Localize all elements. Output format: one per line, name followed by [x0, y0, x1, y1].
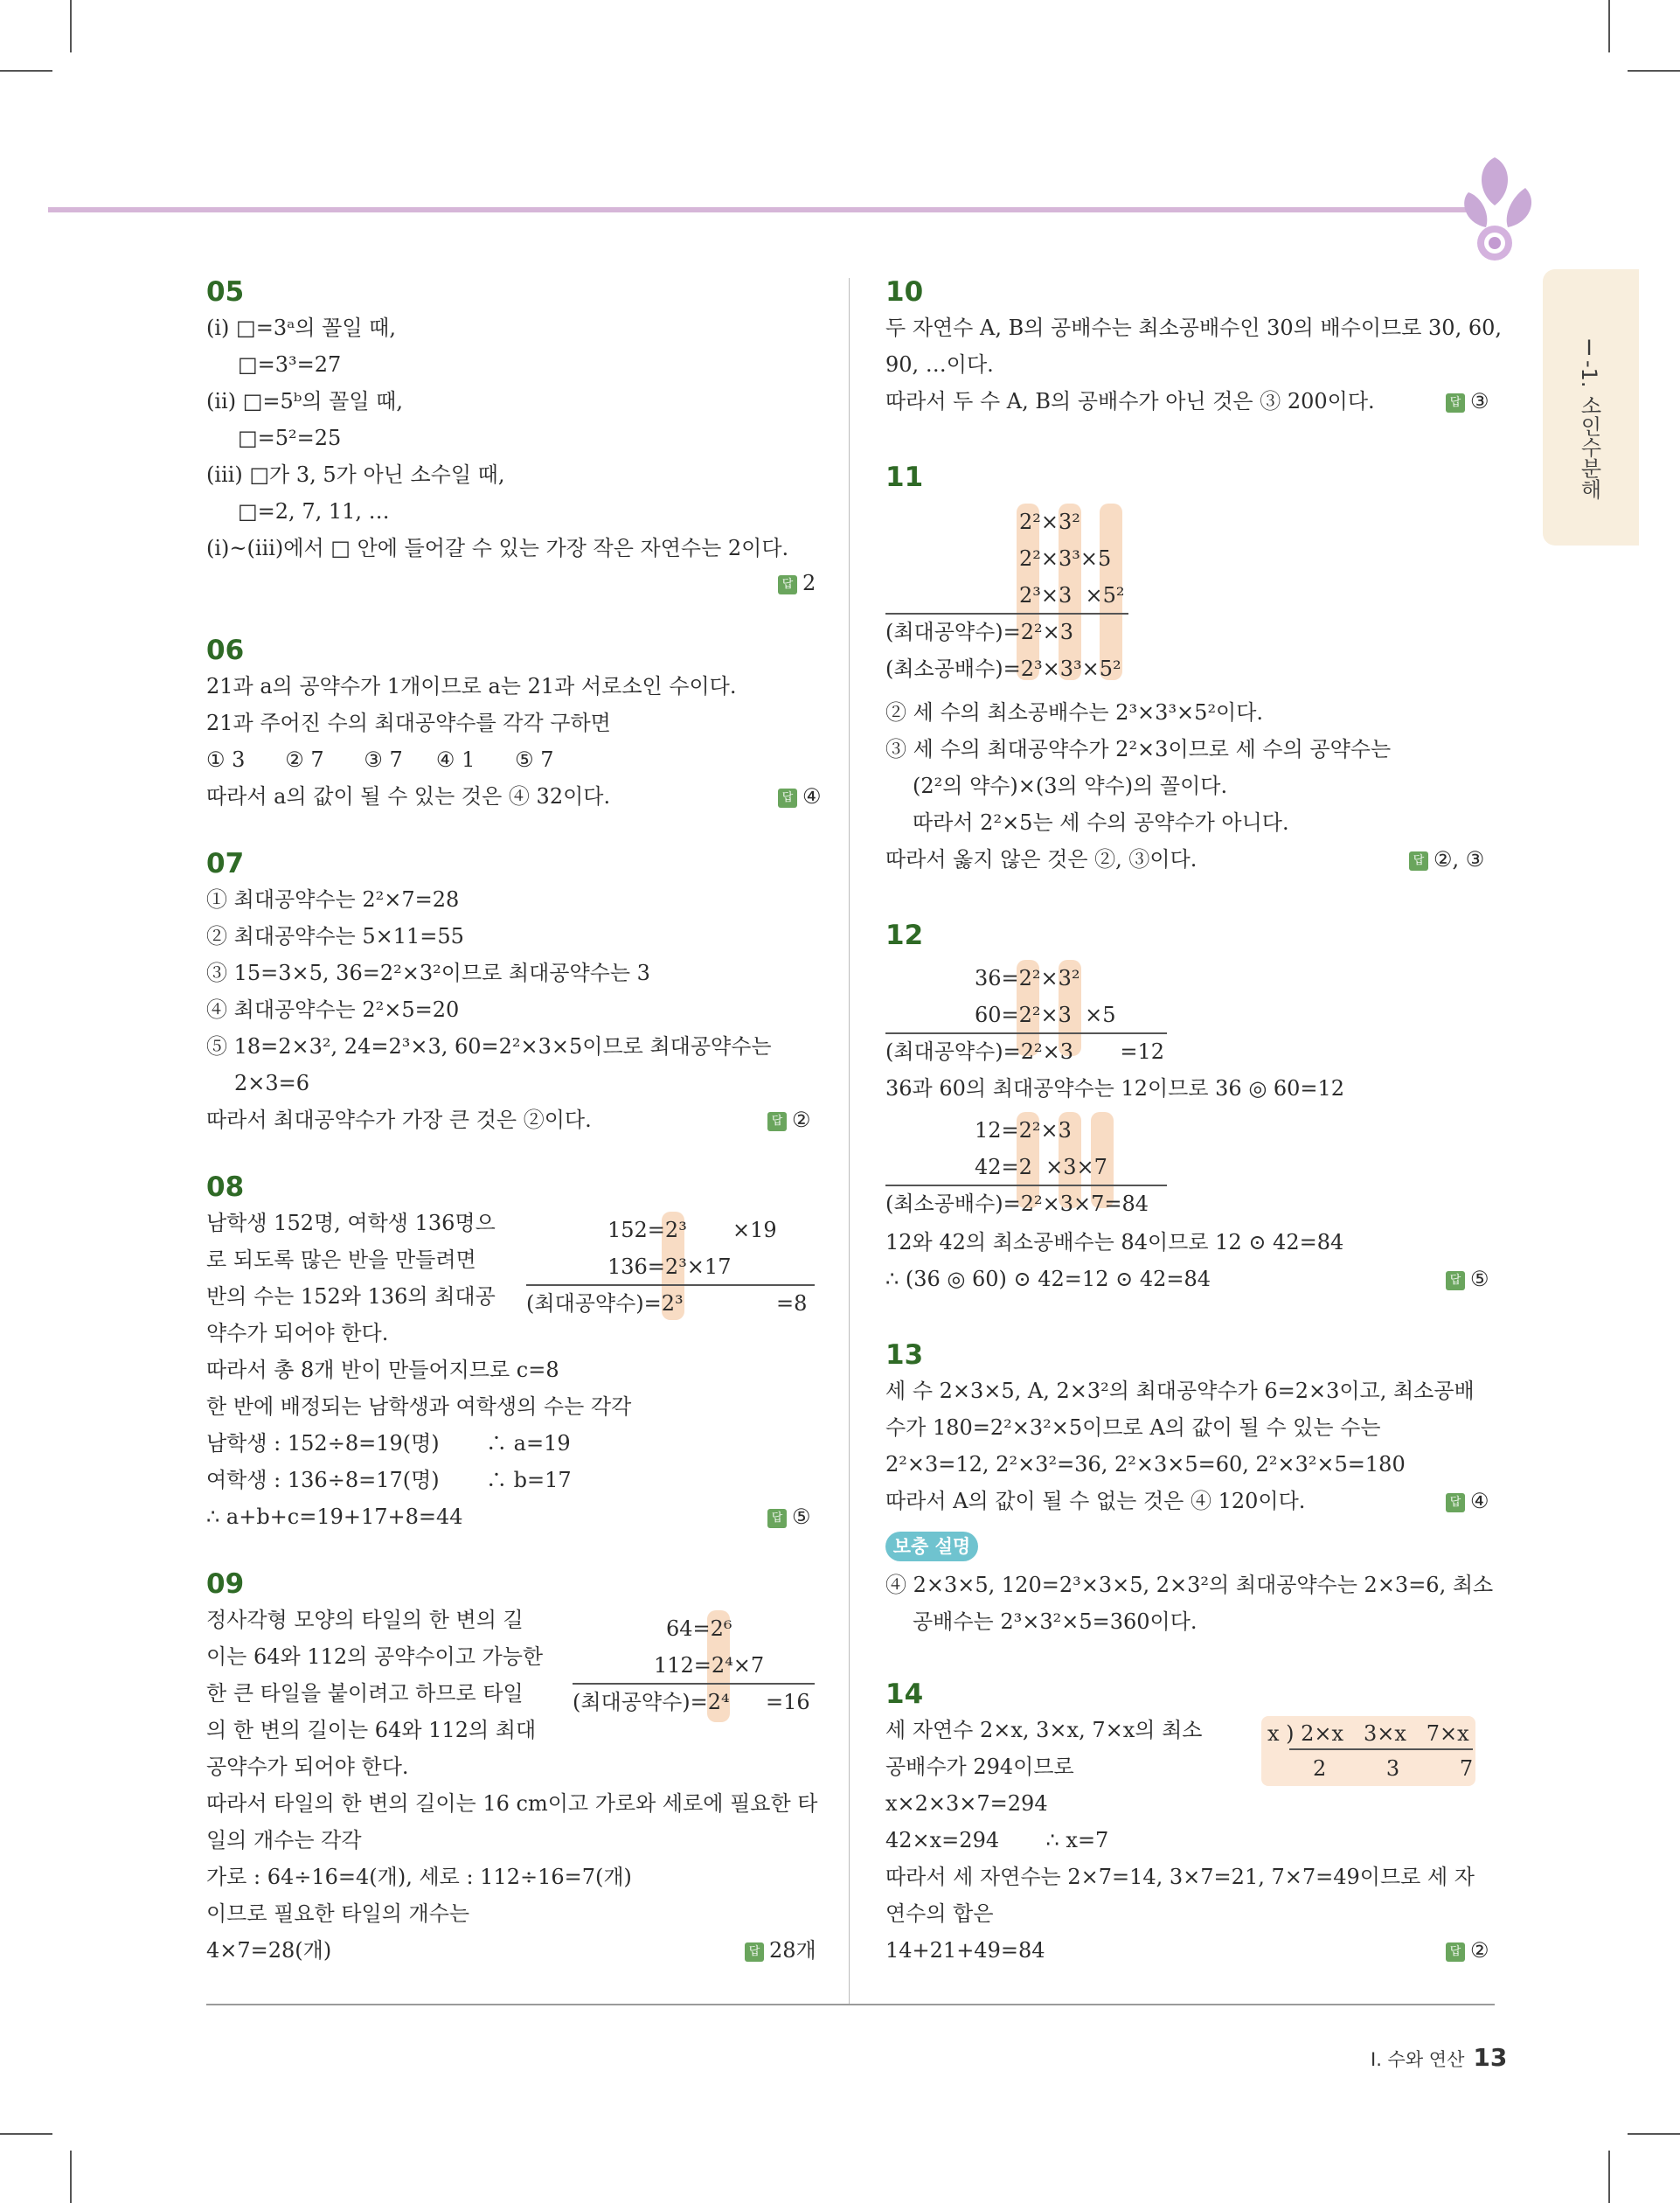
solution-line: ③ 15=3×5, 36=2²×3²이므로 최대공약수는 3: [206, 961, 650, 985]
solution-line: 공약수가 되어야 한다.: [206, 1755, 409, 1779]
solution-line: 세 자연수 2×x, 3×x, 7×x의 최소: [885, 1718, 1203, 1742]
calc-line: 2²×3²: [1019, 510, 1080, 534]
calc-line: 2²×3³×5: [1019, 546, 1112, 571]
answer: [1446, 1266, 1489, 1292]
calc-line: 112=2⁴×7: [654, 1653, 765, 1678]
answer: [778, 570, 816, 596]
answer-value: ②: [1470, 1938, 1489, 1963]
solution-line: 4×7=28(개): [206, 1938, 332, 1963]
calc-line: 2³×3 ×5²: [1019, 583, 1125, 608]
solution-line: ∴ (36 ◎ 60) ⊙ 42=12 ⊙ 42=84: [885, 1267, 1211, 1291]
calc-line: (최소공배수)=2²×3×7=84: [885, 1192, 1149, 1216]
question-number: 12: [885, 920, 924, 951]
solution-line: 수가 180=2²×3²×5이므로 A의 값이 될 수 있는 수는: [885, 1415, 1381, 1440]
answer-value: ③: [1470, 389, 1489, 413]
answer: [745, 1937, 816, 1963]
solution-line: □=2, 7, 11, …: [238, 499, 390, 524]
solution-line: 이므로 필요한 타일의 개수는: [206, 1901, 470, 1926]
answer: [767, 1107, 811, 1133]
answer: [1446, 388, 1489, 414]
solution-line: x×2×3×7=294: [885, 1791, 1048, 1816]
answer-mark-icon: 답: [1446, 1942, 1465, 1962]
answer: [778, 783, 822, 810]
calc-line: 64=2⁶: [666, 1616, 732, 1641]
solution-line: 공배수가 294이므로: [885, 1755, 1074, 1779]
crop-mark: [0, 70, 52, 72]
answer-value: ④: [802, 784, 822, 809]
solution-line: 36과 60의 최대공약수는 12이므로 36 ◎ 60=12: [885, 1076, 1345, 1101]
solution-line: ① 3 ② 7 ③ 7 ④ 1 ⑤ 7: [206, 747, 554, 772]
solution-line: 따라서 타일의 한 변의 길이는 16 cm이고 가로와 세로에 필요한 타: [206, 1791, 818, 1816]
solution-line: ③ 세 수의 최대공약수가 2²×3이므로 세 수의 공약수는: [885, 737, 1392, 761]
solution-line: 한 반에 배정되는 남학생과 여학생의 수는 각각: [206, 1394, 632, 1419]
solution-line: ① 최대공약수는 2²×7=28: [206, 887, 460, 912]
calc-line: (최대공약수)=2²×3: [885, 620, 1074, 644]
answer: [1446, 1488, 1489, 1514]
solution-line: 따라서 두 수 A, B의 공배수가 아닌 것은 ③ 200이다.: [885, 389, 1375, 413]
calc-line: (최대공약수)=2⁴: [573, 1690, 730, 1714]
flower-ornament-icon: [1442, 140, 1547, 271]
calc-divider: [526, 1284, 815, 1286]
answer-mark-icon: 답: [1446, 393, 1465, 413]
question-number: 09: [206, 1568, 245, 1600]
answer-mark-icon: 답: [778, 789, 797, 808]
solution-line: □=3³=27: [238, 352, 342, 377]
solution-line: 여학생 : 136÷8=17(명) ∴ b=17: [206, 1468, 572, 1492]
solution-line: 2×3=6: [234, 1071, 310, 1095]
solution-line: 14+21+49=84: [885, 1938, 1045, 1963]
calc-divider: [885, 613, 1128, 615]
answer: [1409, 846, 1484, 872]
solution-line: ④ 최대공약수는 2²×5=20: [206, 997, 460, 1022]
solution-line: 반의 수는 152와 136의 최대공: [206, 1284, 496, 1309]
answer-value: ⑤: [792, 1505, 811, 1529]
answer-mark-icon: 답: [1446, 1271, 1465, 1290]
solution-line: (ⅰ)~(ⅲ)에서 □ 안에 들어갈 수 있는 가장 작은 자연수는 2이다.: [206, 536, 789, 560]
solution-line: 따라서 A의 값이 될 수 없는 것은 ④ 120이다.: [885, 1489, 1306, 1513]
question-number: 06: [206, 635, 245, 666]
calc-line: 12=2²×3: [975, 1118, 1072, 1143]
solution-line: 세 수 2×3×5, A, 2×3²의 최대공약수가 6=2×3이고, 최소공배: [885, 1379, 1475, 1403]
answer-value: ④: [1470, 1489, 1489, 1513]
solution-line: (ⅰ) □=3ᵃ의 꼴일 때,: [206, 316, 396, 340]
calc-divider: [885, 1032, 1167, 1034]
solution-line: ∴ a+b+c=19+17+8=44: [206, 1505, 463, 1529]
solution-line: 42×x=294 ∴ x=7: [885, 1828, 1109, 1852]
chapter-side-tab: [1543, 269, 1639, 546]
calc-line: =16: [766, 1690, 810, 1714]
crop-mark: [0, 2133, 52, 2135]
solution-line: 21과 주어진 수의 최대공약수를 각각 구하면: [206, 711, 611, 735]
answer-value: ②, ③: [1434, 847, 1485, 872]
solution-line: 21과 a의 공약수가 1개이므로 a는 21과 서로소인 수이다.: [206, 674, 737, 698]
calc-line: 42=2 ×3×7: [975, 1155, 1107, 1179]
solution-line: 일의 개수는 각각: [206, 1828, 362, 1852]
solution-line: 따라서 최대공약수가 가장 큰 것은 ②이다.: [206, 1108, 592, 1132]
question-number: 05: [206, 276, 245, 308]
crop-mark: [70, 2151, 72, 2203]
solution-line: 따라서 총 8개 반이 만들어지므로 c=8: [206, 1358, 559, 1382]
answer-mark-icon: 답: [778, 575, 797, 594]
question-number: 13: [885, 1339, 924, 1371]
header-rule: [48, 207, 1482, 212]
solution-line: 따라서 옳지 않은 것은 ②, ③이다.: [885, 847, 1198, 872]
solution-line: 90, …이다.: [885, 352, 994, 377]
calc-line: (최소공배수)=2³×3³×5²: [885, 657, 1121, 681]
page-footer: [1371, 2043, 1507, 2072]
solution-line: 따라서 세 자연수는 2×7=14, 3×7=21, 7×7=49이므로 세 자: [885, 1865, 1475, 1889]
calc-line: (최대공약수)=2³: [526, 1291, 684, 1316]
solution-line: 12와 42의 최소공배수는 84이므로 12 ⊙ 42=84: [885, 1230, 1344, 1254]
question-number: 11: [885, 462, 924, 493]
solution-line: ⑤ 18=2×3², 24=2³×3, 60=2²×3×5이므로 최대공약수는: [206, 1034, 772, 1059]
answer-mark-icon: 답: [1446, 1493, 1465, 1512]
solution-line: 한 큰 타일을 붙이려고 하므로 타일: [206, 1681, 524, 1706]
note-line: ④ 2×3×5, 120=2³×3×5, 2×3²의 최대공약수는 2×3=6, 최소: [885, 1573, 1494, 1597]
solution-line: 정사각형 모양의 타일의 한 변의 길: [206, 1608, 524, 1632]
solution-line: 두 자연수 A, B의 공배수는 최소공배수인 30의 배수이므로 30, 60,: [885, 316, 1502, 340]
calc-divider: [885, 1185, 1167, 1186]
question-number: 14: [885, 1678, 924, 1710]
answer: [767, 1504, 811, 1530]
question-number: 10: [885, 276, 924, 308]
calc-line: ×19: [732, 1218, 777, 1242]
calc-line: 60=2²×3 ×5: [975, 1003, 1116, 1027]
calc-line: =8: [776, 1291, 808, 1316]
solution-line: ② 세 수의 최소공배수는 2³×3³×5²이다.: [885, 700, 1264, 725]
footer-section: Ⅰ. 수와 연산: [1371, 2049, 1465, 2070]
note-line: 공배수는 2³×3²×5=360이다.: [913, 1609, 1198, 1634]
crop-mark: [1628, 2133, 1680, 2135]
crop-mark: [1608, 2151, 1610, 2203]
answer-mark-icon: 답: [767, 1112, 787, 1131]
answer-value: ⑤: [1470, 1267, 1489, 1291]
answer-value: ②: [792, 1108, 811, 1132]
question-number: 08: [206, 1171, 245, 1203]
page-number: 13: [1473, 2043, 1508, 2072]
answer: [1446, 1937, 1489, 1963]
bottom-rule: [206, 2004, 1495, 2005]
solution-line: 이는 64와 112의 공약수이고 가능한: [206, 1644, 544, 1669]
solution-line: 따라서 2²×5는 세 수의 공약수가 아니다.: [913, 810, 1289, 835]
column-divider: [849, 278, 850, 2005]
calc-line: x ) 2×x 3×x 7×x: [1267, 1721, 1469, 1746]
chapter-side-tab-label: Ⅰ-1. 소인수분해: [1577, 336, 1601, 500]
solution-line: 의 한 변의 길이는 64와 112의 최대: [206, 1718, 537, 1742]
calc-line: 152=2³: [607, 1218, 687, 1242]
calc-line: 136=2³×17: [607, 1254, 732, 1279]
calc-line: (최대공약수)=2²×3 =12: [885, 1039, 1165, 1064]
answer-value: 2: [802, 571, 816, 595]
crop-mark: [1608, 0, 1610, 52]
solution-line: ② 최대공약수는 5×11=55: [206, 924, 464, 949]
solution-line: 로 되도록 많은 반을 만들려면: [206, 1247, 476, 1272]
crop-mark: [70, 0, 72, 52]
solution-line: □=5²=25: [238, 426, 342, 450]
question-number: 07: [206, 848, 245, 879]
solution-line: 2²×3=12, 2²×3²=36, 2²×3×5=60, 2²×3²×5=180: [885, 1452, 1406, 1477]
solution-line: (ⅲ) □가 3, 5가 아닌 소수일 때,: [206, 462, 505, 487]
answer-value: 28개: [769, 1938, 816, 1963]
calc-line: 36=2²×3²: [975, 966, 1080, 990]
supplementary-note-badge: 보충 설명: [885, 1532, 978, 1561]
solution-line: (ⅱ) □=5ᵇ의 꼴일 때,: [206, 389, 403, 413]
crop-mark: [1628, 70, 1680, 72]
solution-line: 약수가 되어야 한다.: [206, 1321, 389, 1345]
solution-line: 남학생 152명, 여학생 136명으: [206, 1211, 496, 1235]
solution-line: 남학생 : 152÷8=19(명) ∴ a=19: [206, 1431, 571, 1456]
answer-mark-icon: 답: [767, 1509, 787, 1528]
solution-line: 가로 : 64÷16=4(개), 세로 : 112÷16=7(개): [206, 1865, 632, 1889]
calc-divider: [573, 1683, 815, 1685]
answer-mark-icon: 답: [745, 1942, 764, 1962]
solution-line: 따라서 a의 값이 될 수 있는 것은 ④ 32이다.: [206, 784, 611, 809]
solution-line: (2²의 약수)×(3의 약수)의 꼴이다.: [913, 774, 1228, 798]
calc-line: 2 3 7: [1313, 1756, 1474, 1781]
solution-line: 연수의 합은: [885, 1901, 994, 1926]
calc-divider: [1289, 1748, 1473, 1750]
answer-mark-icon: 답: [1409, 851, 1428, 871]
